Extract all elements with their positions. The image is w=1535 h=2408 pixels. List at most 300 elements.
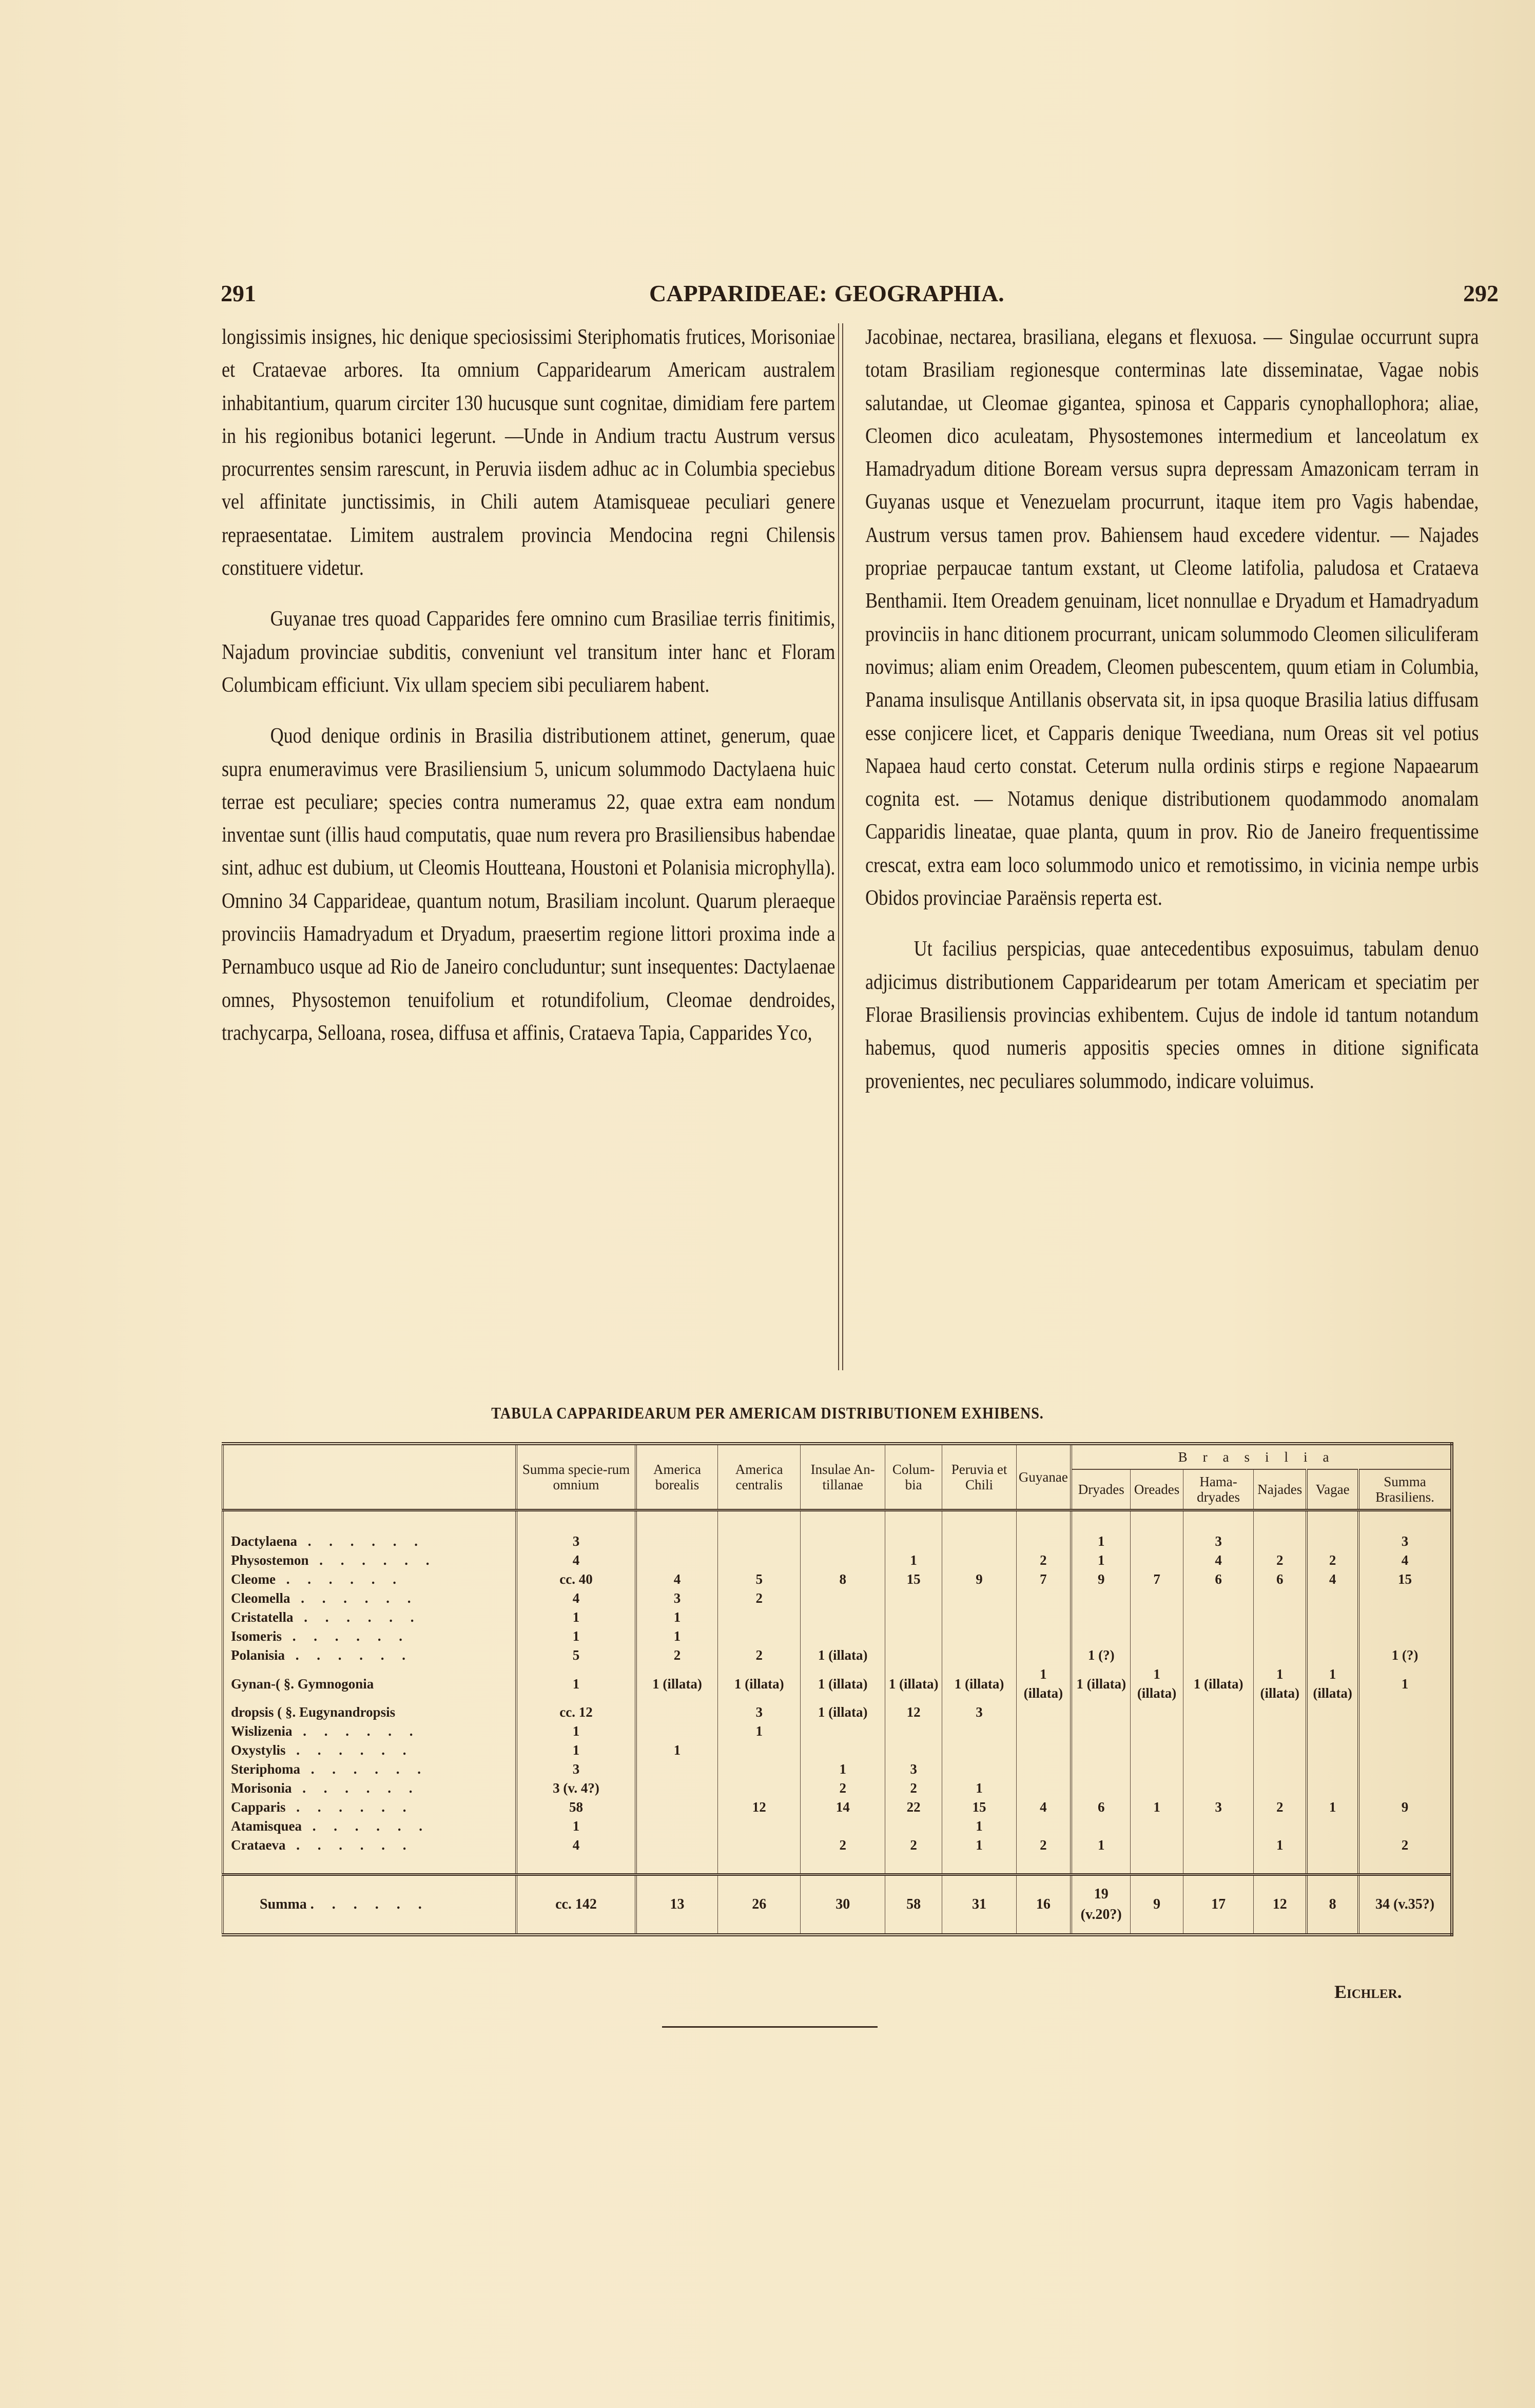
table-cell — [1307, 1722, 1358, 1741]
table-cell — [717, 1551, 801, 1570]
table-cell — [885, 1510, 942, 1551]
table-cell — [801, 1741, 885, 1760]
total-cell: 58 — [885, 1875, 942, 1935]
table-cell: 22 — [885, 1798, 942, 1817]
table-cell — [942, 1510, 1016, 1551]
paragraph: Quod denique ordinis in Brasilia distributionem attinet, generum, quae supra enumeravimus vere Brasiliensium 5, unicum solummodo Dactylaena huic terrae est peculiare; species contra numeramus 22, quae extra eam nondum inventae sunt (illis haud computatis, quae num revera pro Brasiliensibus habendae sint, adhuc est dubium, ut Cleomis Houtteana, Houstoni et Polanisia microphylla). Omnino 34 Capparideae, quantum notum, Brasiliam incolunt. Quarum pleraeque provinciis Hamadryadum et Dryadum, praesertim regione littori proxima inde a Pernambuco usque ad Rio de Janeiro concluduntur; sunt insequentes: Dactylaenae omnes, Physostemon tenuifolium et rotundifolium, Cleomae dendroides, trachycarpa, Selloana, rosea, diffusa et affinis, Crataeva Tapia, Capparides Yco, — [222, 724, 835, 1045]
running-title — [649, 280, 1012, 307]
table-cell — [1254, 1703, 1307, 1722]
genus-name: Crataeva — [231, 1837, 286, 1853]
table-cell: 1 — [717, 1722, 801, 1741]
table-cell: 2 — [1016, 1551, 1071, 1570]
table-row — [223, 1665, 1452, 1703]
table-cell: 6 — [1071, 1798, 1131, 1817]
column-header: Oreades — [1131, 1469, 1183, 1510]
table-cell — [1358, 1760, 1452, 1779]
table-cell: 3 — [516, 1510, 636, 1551]
table-cell: 12 — [885, 1703, 942, 1722]
table-row — [223, 1703, 1452, 1722]
table-cell — [1358, 1779, 1452, 1798]
table-cell: 1 — [516, 1722, 636, 1741]
table-cell — [1183, 1703, 1254, 1722]
table-cell — [1071, 1627, 1131, 1646]
table-cell: 8 — [801, 1570, 885, 1589]
table-cell — [1183, 1589, 1254, 1608]
table-cell — [1071, 1760, 1131, 1779]
table-cell: 1 (illata) — [942, 1665, 1016, 1703]
table-cell — [1307, 1760, 1358, 1779]
running-title-left: CAPPARIDEAE: — [649, 280, 827, 306]
table-cell: 3 — [942, 1703, 1016, 1722]
table-cell — [1131, 1510, 1183, 1551]
table-cell — [1016, 1646, 1071, 1665]
table-cell — [1131, 1779, 1183, 1798]
table-cell — [717, 1760, 801, 1779]
table-cell: 6 — [1254, 1570, 1307, 1589]
genus-cell — [223, 1510, 516, 1551]
column-header: America borealis — [636, 1444, 717, 1510]
table-row — [223, 1608, 1452, 1627]
genus-name: Cleomella — [231, 1590, 290, 1606]
genus-name: Cristatella — [231, 1609, 294, 1625]
paragraph: longissimis insignes, hic denique speciosissimi Steriphomatis frutices, Morisoniae et Crataevae arbores. Ita omnium Capparidearum Americam australem inhabitantium, quarum circiter 130 hucusque sunt cognitae, dimidiam fere partem in his regionibus botanici legerunt. —Unde in Andium tractu Austrum versus procurrentes sensim rarescunt, in Peruvia iisdem adhuc ac in Columbia speciebus vel affinitate junctissimis, in Chili autem Atamisqueae peculiari genere repraesentatae. Limitem australem provincia Mendocina regni Chilensis constituere videtur. — [222, 325, 835, 580]
genus-cell — [223, 1665, 516, 1703]
table-row — [223, 1722, 1452, 1741]
table-cell: 4 — [516, 1551, 636, 1570]
table-row — [223, 1817, 1452, 1836]
table-cell — [1071, 1779, 1131, 1798]
table-cell: 2 — [1254, 1551, 1307, 1570]
table-cell — [885, 1589, 942, 1608]
genus-name: Gynan-( §. Gymnogonia — [231, 1676, 374, 1692]
table-cell — [1307, 1589, 1358, 1608]
column-header: Dryades — [1071, 1469, 1131, 1510]
table-cell — [801, 1627, 885, 1646]
table-cell — [1358, 1722, 1452, 1741]
table-cell — [1183, 1836, 1254, 1875]
table-cell: 58 — [516, 1798, 636, 1817]
table-cell — [636, 1779, 717, 1798]
genus-cell — [223, 1779, 516, 1798]
table-cell — [1183, 1722, 1254, 1741]
table-cell: 3 — [885, 1760, 942, 1779]
total-label — [223, 1875, 516, 1935]
table-cell — [636, 1703, 717, 1722]
table-cell: 4 — [1016, 1798, 1071, 1817]
table-cell — [1131, 1551, 1183, 1570]
table-cell — [1131, 1589, 1183, 1608]
table-cell — [1016, 1510, 1071, 1551]
table-cell: cc. 40 — [516, 1570, 636, 1589]
table-cell: 1 — [801, 1760, 885, 1779]
table-cell — [942, 1722, 1016, 1741]
table-cell: 5 — [516, 1646, 636, 1665]
table-cell — [801, 1722, 885, 1741]
table-cell — [1016, 1608, 1071, 1627]
genus-cell — [223, 1817, 516, 1836]
table-cell — [1307, 1836, 1358, 1875]
genus-cell — [223, 1836, 516, 1875]
leader-dots: . . . . . . — [300, 1761, 428, 1777]
total-cell: 34 (v.35?) — [1358, 1875, 1452, 1935]
table-cell — [1071, 1741, 1131, 1760]
table-cell: 1 — [516, 1741, 636, 1760]
table-cell — [942, 1551, 1016, 1570]
table-cell: 2 — [717, 1589, 801, 1608]
genus-cell — [223, 1741, 516, 1760]
table-cell — [885, 1722, 942, 1741]
table-cell — [1131, 1627, 1183, 1646]
table-cell — [1307, 1627, 1358, 1646]
table-cell: 1 — [636, 1741, 717, 1760]
genus-cell — [223, 1551, 516, 1570]
table-cell — [1183, 1646, 1254, 1665]
total-cell: 13 — [636, 1875, 717, 1935]
table-cell: 4 — [636, 1570, 717, 1589]
total-cell: 16 — [1016, 1875, 1071, 1935]
table-cell — [942, 1589, 1016, 1608]
column-header: Insulae An-tillanae — [801, 1444, 885, 1510]
table-row — [223, 1510, 1452, 1551]
table-cell: 1 — [1071, 1551, 1131, 1570]
table-cell — [1358, 1817, 1452, 1836]
table-cell: 1 (illata) — [801, 1665, 885, 1703]
table-cell: 3 (v. 4?) — [516, 1779, 636, 1798]
leader-dots: . . . . . . — [293, 1609, 421, 1625]
table-cell — [801, 1608, 885, 1627]
table-cell — [1254, 1817, 1307, 1836]
table-cell — [942, 1627, 1016, 1646]
table-cell: 2 — [1307, 1551, 1358, 1570]
table-cell — [1254, 1760, 1307, 1779]
table-header-row — [223, 1444, 1452, 1469]
leader-dots: . . . . . . — [297, 1533, 425, 1549]
leader-dots: . . . . . . — [302, 1818, 430, 1834]
table-cell: 1 — [1131, 1798, 1183, 1817]
table-row — [223, 1570, 1452, 1589]
table-cell: 2 — [636, 1646, 717, 1665]
table-cell: 4 — [1183, 1551, 1254, 1570]
table-cell — [1131, 1836, 1183, 1875]
genus-name: Polanisia — [231, 1647, 285, 1663]
column-divider — [838, 323, 843, 1370]
genus-name: dropsis ( §. Eugynandropsis — [231, 1704, 396, 1720]
table-cell — [1016, 1589, 1071, 1608]
genus-cell — [223, 1589, 516, 1608]
table-cell — [1016, 1703, 1071, 1722]
table-cell — [885, 1741, 942, 1760]
table-cell — [717, 1836, 801, 1875]
genus-name: Oxystylis — [231, 1742, 286, 1758]
left-text-column — [222, 321, 835, 1050]
column-header: Summa Brasiliens. — [1358, 1469, 1452, 1510]
paragraph: Jacobinae, nectarea, brasiliana, elegans et flexuosa. — Singulae occurrunt supra totam Brasiliam regionesque conterminas late disseminatae, Vagae nobis salutandae, ut Cleomae gigantea, spinosa et Capparis cynophallophora; aliae, Cleomen dico aculeatam, Physostemones intermedium et lanceolatum ex Hamadryadum ditione Boream versus supra depressam Amazonicam terram in Guyanas usque et Venezuelam procurrunt, itaque item pro Vagis habendae, Austrum versus tamen prov. Bahiensem haud excedere videntur. — Najades propriae perpaucae tantum exstant, ut Cleome latifolia, paludosa et Crataeva Benthamii. Item Oreadem genuinam, licet nonnullae e Dryadum et Hamadryadum provinciis in hanc ditionem procurrant, unicam solummodo Cleomen siliculiferam novimus; aliam enim Oreadem, Cleomen pubescentem, quum etiam in Columbia, Panama insulisque Antillanis observata sit, in ipsa quoque Brasilia latius diffusam esse conjicere licet, et Capparis denique Tweediana, num Oreas sit vel potius Napaea haud certo constat. Ceterum nulla ordinis stirps e regione Napaearum cognita est. — Notamus denique distributionem quodammodo anomalam Capparidis lineatae, quae planta, quum in prov. Rio de Janeiro frequentissime crescat, extra eam loco solummodo unico et remotissimo, in vicinia nempe urbis Obidos provinciae Paraënsis reperta est. — [865, 325, 1479, 910]
author-signature: Eichler. — [1334, 1982, 1402, 2002]
table-cell — [1131, 1741, 1183, 1760]
leader-dots: . . . . . . — [285, 1647, 413, 1663]
table-cell — [1131, 1646, 1183, 1665]
table-cell: 4 — [516, 1836, 636, 1875]
table-cell: cc. 12 — [516, 1703, 636, 1722]
table-cell — [1254, 1741, 1307, 1760]
genus-name: Capparis — [231, 1799, 286, 1815]
table-cell: 1 — [636, 1608, 717, 1627]
leader-dots: . . . . . . — [292, 1780, 420, 1796]
leader-dots: . . . . . . — [285, 1742, 414, 1758]
table-cell: 4 — [1307, 1570, 1358, 1589]
table-title: TABULA CAPPARIDEARUM PER AMERICAM DISTRIBUTIONEM EXHIBENS. — [491, 1404, 1044, 1422]
table-cell — [1016, 1741, 1071, 1760]
table-cell: 2 — [717, 1646, 801, 1665]
table-cell — [636, 1722, 717, 1741]
table-cell: 9 — [1358, 1798, 1452, 1817]
genus-name: Dactylaena — [231, 1533, 297, 1549]
genus-cell — [223, 1570, 516, 1589]
table-cell: 1 (illata) — [885, 1665, 942, 1703]
table-cell: 6 — [1183, 1570, 1254, 1589]
table-cell: 15 — [885, 1570, 942, 1589]
table-cell — [717, 1817, 801, 1836]
table-cell — [1307, 1510, 1358, 1551]
table-cell: 1 — [1071, 1510, 1131, 1551]
table-cell — [1358, 1703, 1452, 1722]
table-row — [223, 1741, 1452, 1760]
table-cell: 1 (illata) — [1071, 1665, 1131, 1703]
table-cell — [1307, 1608, 1358, 1627]
genus-name: Cleome — [231, 1571, 276, 1587]
table-cell: 2 — [801, 1836, 885, 1875]
table-cell — [885, 1817, 942, 1836]
table-cell — [1307, 1817, 1358, 1836]
table-cell — [1071, 1608, 1131, 1627]
table-cell — [942, 1760, 1016, 1779]
page-number-left: 291 — [221, 280, 256, 306]
table-cell — [1254, 1627, 1307, 1646]
column-header: Hama-dryades — [1183, 1469, 1254, 1510]
table-cell: 12 — [717, 1798, 801, 1817]
table-row — [223, 1836, 1452, 1875]
table-cell: 3 — [636, 1589, 717, 1608]
table-cell: 1 (illata) — [1183, 1665, 1254, 1703]
table-cell — [1131, 1608, 1183, 1627]
table-cell: 2 — [801, 1779, 885, 1798]
column-header: Summa specie-rum omnium — [516, 1444, 636, 1510]
table-cell — [1307, 1646, 1358, 1665]
table-cell — [1131, 1760, 1183, 1779]
genus-cell — [223, 1646, 516, 1665]
table-cell — [801, 1551, 885, 1570]
leader-dots: . . . . . . — [290, 1590, 418, 1606]
table-cell: 1 — [1358, 1665, 1452, 1703]
table-cell: 5 — [717, 1570, 801, 1589]
table-cell: 4 — [1358, 1551, 1452, 1570]
table-cell — [1183, 1608, 1254, 1627]
table-cell: 1 (illata) — [801, 1646, 885, 1665]
table-cell — [942, 1741, 1016, 1760]
leader-dots: . . . . . . — [292, 1723, 420, 1739]
table-cell: 1 — [942, 1779, 1016, 1798]
table-cell — [1254, 1510, 1307, 1551]
table-cell: 1 — [942, 1836, 1016, 1875]
column-header: Najades — [1254, 1469, 1307, 1510]
total-cell: cc. 142 — [516, 1875, 636, 1935]
table-row — [223, 1551, 1452, 1570]
table-cell — [885, 1646, 942, 1665]
distribution-table — [222, 1442, 1453, 1936]
table-cell: 9 — [1071, 1570, 1131, 1589]
table-cell: 15 — [1358, 1570, 1452, 1589]
column-header: Guyanae — [1016, 1444, 1071, 1510]
genus-cell — [223, 1627, 516, 1646]
table-cell: 2 — [885, 1779, 942, 1798]
table-cell: 1 (illata) — [801, 1703, 885, 1722]
table-cell — [717, 1779, 801, 1798]
table-cell — [1131, 1817, 1183, 1836]
table-cell — [1183, 1779, 1254, 1798]
table-cell — [1183, 1627, 1254, 1646]
table-cell: 3 — [1358, 1510, 1452, 1551]
table-cell — [942, 1646, 1016, 1665]
table-cell: 3 — [717, 1703, 801, 1722]
table-cell — [1131, 1703, 1183, 1722]
genus-name: Isomeris — [231, 1628, 282, 1644]
table-cell: 7 — [1131, 1570, 1183, 1589]
table-cell — [1358, 1589, 1452, 1608]
table-cell — [1307, 1779, 1358, 1798]
column-header: America centralis — [717, 1444, 801, 1510]
table-cell — [942, 1608, 1016, 1627]
total-cell: 26 — [717, 1875, 801, 1935]
table-cell — [1254, 1589, 1307, 1608]
genus-cell — [223, 1703, 516, 1722]
table-cell: 2 — [1254, 1798, 1307, 1817]
leader-dots: . . . . . . — [281, 1628, 410, 1644]
leader-dots: . . . . . . — [308, 1552, 437, 1568]
genus-cell — [223, 1608, 516, 1627]
table-cell: 1 — [636, 1627, 717, 1646]
table-cell — [636, 1817, 717, 1836]
table-cell: 1 — [516, 1608, 636, 1627]
table-cell: 1 — [942, 1817, 1016, 1836]
table-cell — [1358, 1608, 1452, 1627]
total-cell: 19 (v.20?) — [1071, 1875, 1131, 1935]
genus-cell — [223, 1798, 516, 1817]
table-cell — [885, 1608, 942, 1627]
table-cell — [717, 1510, 801, 1551]
total-cell: 17 — [1183, 1875, 1254, 1935]
table-cell — [1358, 1627, 1452, 1646]
table-cell: 1 — [1254, 1836, 1307, 1875]
table-cell — [1016, 1627, 1071, 1646]
table-cell — [1071, 1817, 1131, 1836]
genus-name: Morisonia — [231, 1780, 292, 1796]
table-cell — [1016, 1779, 1071, 1798]
table-cell — [801, 1589, 885, 1608]
table-cell — [1071, 1703, 1131, 1722]
column-header: Colum-bia — [885, 1444, 942, 1510]
table-cell: 1 (illata) — [1254, 1665, 1307, 1703]
table-row — [223, 1779, 1452, 1798]
running-head — [221, 280, 1499, 316]
genus-name: Atamisquea — [231, 1818, 302, 1834]
table-cell — [1307, 1741, 1358, 1760]
table-cell — [636, 1551, 717, 1570]
table-body — [223, 1510, 1452, 1875]
genus-name: Steriphoma — [231, 1761, 300, 1777]
leader-dots: . . . . . . — [275, 1571, 403, 1587]
table-cell — [1307, 1703, 1358, 1722]
table-cell: 1 (illata) — [1016, 1665, 1071, 1703]
table-cell — [801, 1510, 885, 1551]
leader-dots: . . . . . . — [285, 1837, 414, 1853]
table-row — [223, 1760, 1452, 1779]
table-cell: 1 — [516, 1817, 636, 1836]
table-row — [223, 1589, 1452, 1608]
table-cell: 1 — [1307, 1798, 1358, 1817]
total-cell: 31 — [942, 1875, 1016, 1935]
table-cell — [717, 1627, 801, 1646]
table-cell — [636, 1798, 717, 1817]
genus-name: Wislizenia — [231, 1723, 293, 1739]
table-cell: 3 — [1183, 1798, 1254, 1817]
table-cell: 1 — [885, 1551, 942, 1570]
table-cell: 1 — [516, 1627, 636, 1646]
table-cell: 2 — [1358, 1836, 1452, 1875]
table-cell — [1183, 1741, 1254, 1760]
column-header: Peruvia et Chili — [942, 1444, 1016, 1510]
table-cell — [1358, 1741, 1452, 1760]
table-cell: 1 (illata) — [1307, 1665, 1358, 1703]
table-row — [223, 1798, 1452, 1817]
table-row — [223, 1646, 1452, 1665]
table-cell — [717, 1741, 801, 1760]
table-cell: 1 (?) — [1358, 1646, 1452, 1665]
genus-column-header — [223, 1444, 516, 1510]
column-header: Vagae — [1307, 1469, 1358, 1510]
leader-dots: . . . . . . — [285, 1799, 414, 1815]
table-cell: 1 (illata) — [636, 1665, 717, 1703]
table-cell — [885, 1627, 942, 1646]
table-cell: 3 — [516, 1760, 636, 1779]
table-cell: 7 — [1016, 1570, 1071, 1589]
table-cell — [1071, 1589, 1131, 1608]
table-cell — [636, 1836, 717, 1875]
table-cell — [801, 1817, 885, 1836]
table-cell — [636, 1760, 717, 1779]
table-cell: 1 — [1071, 1836, 1131, 1875]
table-cell: 2 — [885, 1836, 942, 1875]
brasilia-group-header: Brasilia — [1071, 1444, 1452, 1469]
table-row — [223, 1627, 1452, 1646]
table-cell: 1 (illata) — [717, 1665, 801, 1703]
table-cell: 1 — [516, 1665, 636, 1703]
page-number-right: 292 — [1463, 280, 1499, 306]
table-cell — [1254, 1608, 1307, 1627]
genus-cell — [223, 1760, 516, 1779]
table-cell — [1016, 1760, 1071, 1779]
total-label-text: Summa — [260, 1896, 307, 1912]
table-cell: 1 (?) — [1071, 1646, 1131, 1665]
table-cell — [636, 1510, 717, 1551]
total-cell: 30 — [801, 1875, 885, 1935]
total-cell: 12 — [1254, 1875, 1307, 1935]
table-cell — [1183, 1817, 1254, 1836]
table-cell: 2 — [1016, 1836, 1071, 1875]
paragraph: Guyanae tres quoad Capparides fere omnino cum Brasiliae terris finitimis, Najadum provinciae subditis, conveniunt vel transitum inter hanc et Floram Columbicam efficiunt. Vix ullam speciem sibi peculiarem habent. — [222, 607, 835, 697]
table-cell — [1183, 1760, 1254, 1779]
table-cell — [1071, 1722, 1131, 1741]
table-cell: 1 (illata) — [1131, 1665, 1183, 1703]
